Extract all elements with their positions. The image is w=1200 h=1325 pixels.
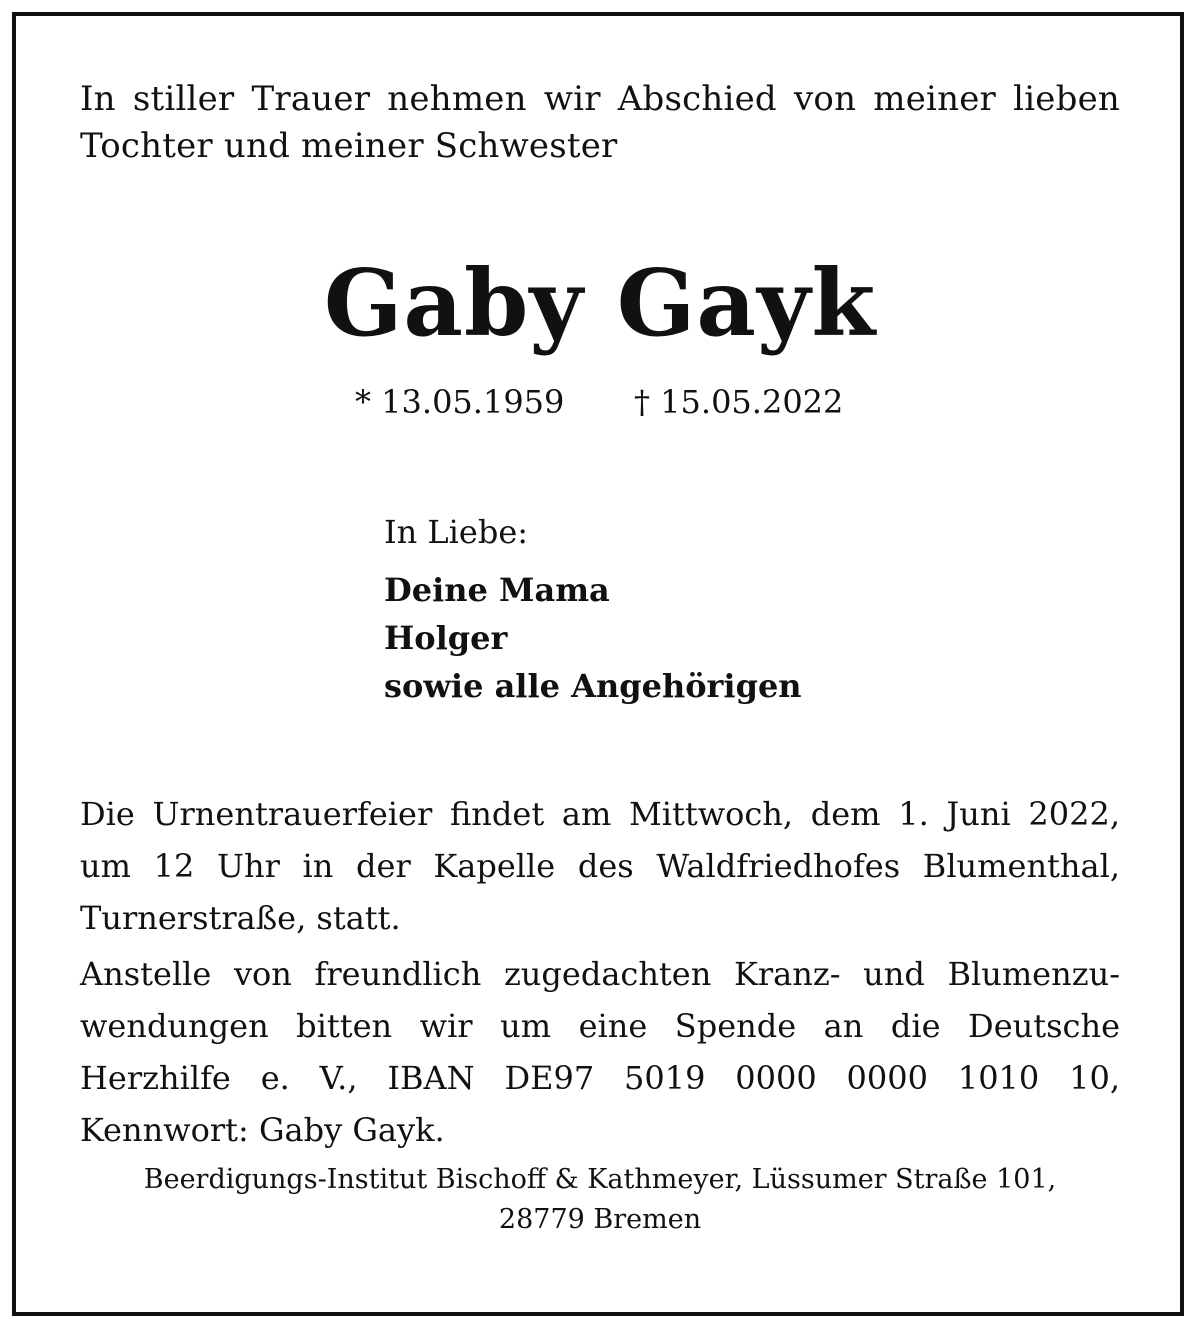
mourners-block (384, 508, 1124, 710)
death-date: † 15.05.2022 (634, 383, 844, 421)
ceremony-text: Die Urnentrauerfeier findet am Mittwoch, dem 1. Juni 2022, um 12 Uhr in der Kapelle des Waldfriedhofes Blumenthal, Turnerstraße, statt. (80, 795, 1120, 937)
birth-date: * 13.05.1959 (355, 383, 565, 421)
mourner-name: Holger (384, 619, 508, 657)
institute-address-line: Beerdigungs-Institut Bischoff & Kathmeyer, Lüssumer Straße 101, (143, 1164, 1057, 1195)
institute-city-line: 28779 Bremen (498, 1204, 702, 1235)
mourner-name: sowie alle Angehörigen (384, 667, 802, 705)
intro-text: In stiller Trauer nehmen wir Abschied von meiner lieben Tochter und meiner Schwester (80, 79, 1120, 166)
deceased-name: Gaby Gayk (323, 249, 877, 357)
mourners-label: In Liebe: (384, 513, 529, 551)
donation-text: Anstelle von freundlich zugedachten Kranz- und Blumenzuwendungen bitten wir um eine Spende an die Deutsche Herzhilfe e. V., IBAN DE97 5019 0000 0000 1010 10, Kennwort: Gaby Gayk. (80, 955, 1120, 1149)
funeral-institute (60, 1160, 1140, 1240)
mourner-name: Deine Mama (384, 571, 610, 609)
